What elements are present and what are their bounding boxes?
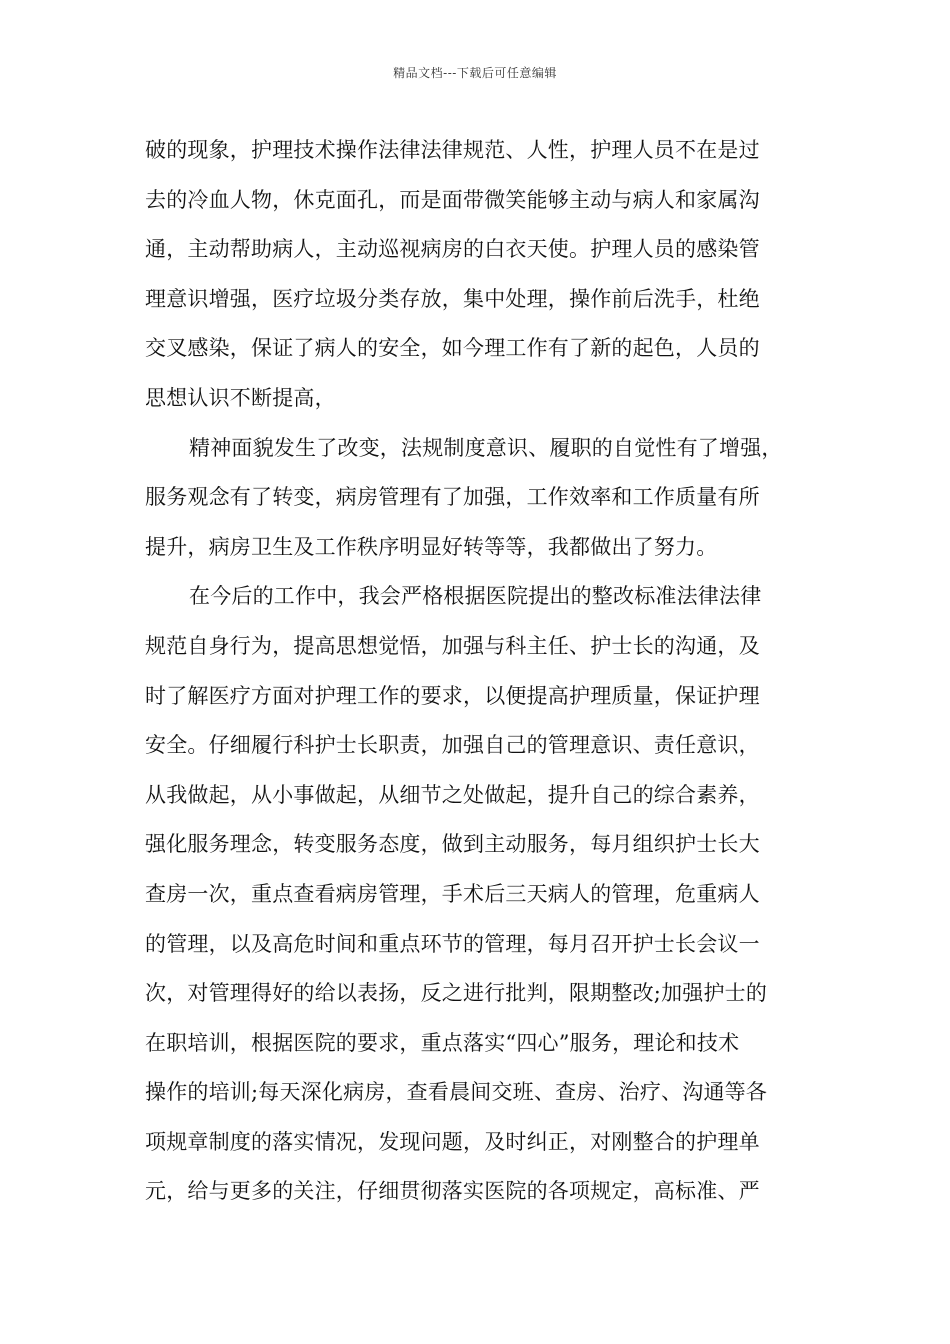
text-line: 的管理，以及高危时间和重点环节的管理，每月召开护士长会议一 (145, 931, 760, 956)
text-line: 强化服务理念，转变服务态度，做到主动服务，每月组织护士长大 (145, 832, 760, 857)
text-line: 从我做起，从小事做起，从细节之处做起，提升自己的综合素养， (145, 782, 760, 807)
paragraph-first-line: 精神面貌发生了改变，法规制度意识、履职的自觉性有了增强， (189, 435, 783, 460)
text-line: 破的现象，护理技术操作法律法律规范、人性，护理人员不在是过 (145, 138, 760, 162)
text-line: 查房一次，重点查看病房管理，手术后三天病人的管理，危重病人 (145, 881, 760, 906)
text-line: 去的冷血人物，休克面孔，而是面带微笑能够主动与病人和家属沟 (145, 187, 760, 212)
text-line: 操作的培训;每天深化病房，查看晨间交班、查房、治疗、沟通等各 (145, 1080, 768, 1105)
text-line: 在职培训，根据医院的要求，重点落实“四心”服务，理论和技术 (145, 1030, 740, 1055)
text-line: 安全。仔细履行科护士长职责，加强自己的管理意识、责任意识， (145, 733, 760, 758)
text-line: 规范自身行为，提高思想觉悟，加强与科主任、护士长的沟通，及 (145, 633, 760, 658)
text-line: 提升，病房卫生及工作秩序明显好转等等，我都做出了努力。 (145, 534, 718, 559)
text-line: 次，对管理得好的给以表扬，反之进行批判，限期整改;加强护士的 (145, 981, 768, 1006)
document-body (145, 126, 825, 1217)
text-line: 思想认识不断提高， (145, 385, 336, 410)
text-line: 交叉感染，保证了病人的安全，如今理工作有了新的起色，人员的 (145, 336, 760, 361)
text-line: 理意识增强，医疗垃圾分类存放，集中处理，操作前后洗手，杜绝 (145, 286, 760, 311)
paragraph-first-line: 在今后的工作中，我会严格根据医院提出的整改标准法律法律 (189, 584, 762, 609)
text-line: 时了解医疗方面对护理工作的要求，以便提高护理质量，保证护理 (145, 683, 760, 708)
page-header: 精品文档---下载后可任意编辑 (393, 66, 557, 80)
text-line: 项规章制度的落实情况，发现问题，及时纠正，对刚整合的护理单 (145, 1129, 760, 1154)
text-line: 元，给与更多的关注，仔细贯彻落实医院的各项规定，高标准、严 (145, 1179, 760, 1204)
text-line: 服务观念有了转变，病房管理有了加强，工作效率和工作质量有所 (145, 485, 760, 510)
text-line: 通，主动帮助病人，主动巡视病房的白衣天使。护理人员的感染管 (145, 237, 760, 262)
